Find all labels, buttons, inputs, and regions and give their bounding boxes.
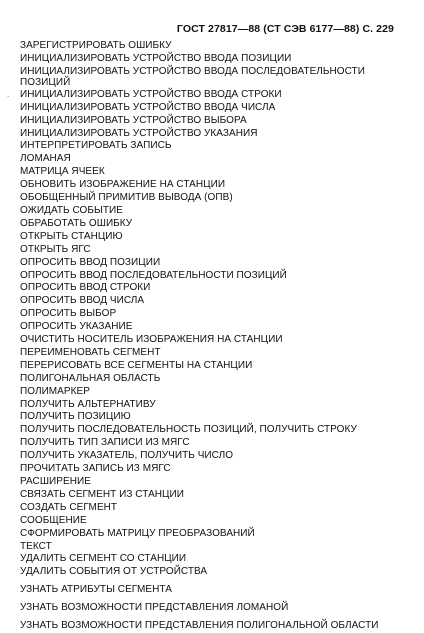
term-item: СВЯЗАТЬ СЕГМЕНТ ИЗ СТАНЦИИ [20,488,184,500]
term-item: ОЖИДАТЬ СОБЫТИЕ [20,204,124,216]
term-item: ОПРОСИТЬ ВВОД ПОСЛЕДОВАТЕЛЬНОСТИ ПОЗИЦИЙ [20,269,287,281]
term-item: ИНИЦИАЛИЗИРОВАТЬ УСТРОЙСТВО ВВОДА СТРОКИ [20,88,282,100]
term-item: ПОЛУЧИТЬ УКАЗАТЕЛЬ, ПОЛУЧИТЬ ЧИСЛО [20,450,234,462]
term-item: ИНИЦИАЛИЗИРОВАТЬ УСТРОЙСТВО ВВОДА ПОСЛЕДОВАТЕЛЬНОСТИ ПОЗИЦИЙ [20,65,365,89]
term-item: СФОРМИРОВАТЬ МАТРИЦУ ПРЕОБРАЗОВАНИЙ [20,527,255,539]
term-item: ОЧИСТИТЬ НОСИТЕЛЬ ИЗОБРАЖЕНИЯ НА СТАНЦИИ [20,334,283,346]
term-item: ОБРАБОТАТЬ ОШИБКУ [20,217,133,229]
term-item: ОБОБЩЕННЫЙ ПРИМИТИВ ВЫВОДА (ОПВ) [20,192,233,204]
term-item: ОПРОСИТЬ ВВОД ПОЗИЦИИ [20,256,161,268]
term-item: ИНИЦИАЛИЗИРОВАТЬ УСТРОЙСТВО ВВОДА ЧИСЛА [20,101,276,113]
term-item: ПОЛИМАРКЕР [20,385,90,397]
term-item: ПОЛУЧИТЬ ТИП ЗАПИСИ ИЗ МЯГС [20,437,190,449]
term-item: ЛОМАНАЯ [20,153,71,165]
term-item: ПРОЧИТАТЬ ЗАПИСЬ ИЗ МЯГС [20,463,171,475]
term-item: ОПРОСИТЬ ВЫБОР [20,308,117,320]
term-item: ОТКРЫТЬ СТАНЦИЮ [20,230,123,242]
term-item: ПЕРЕРИСОВАТЬ ВСЕ СЕГМЕНТЫ НА СТАНЦИИ [20,359,253,371]
page-header: ГОСТ 27817—88 (СТ СЭВ 6177—88) С. 229 [176,23,394,35]
margin-mark: . [7,90,10,99]
term-item: СОЗДАТЬ СЕГМЕНТ [20,501,118,513]
term-item: ПЕРЕИМЕНОВАТЬ СЕГМЕНТ [20,346,161,358]
term-item: ОПРОСИТЬ УКАЗАНИЕ [20,321,133,333]
term-item: ПОЛИГОНАЛЬНАЯ ОБЛАСТЬ [20,372,161,384]
term-item: ТЕКСТ [20,540,52,552]
term-item: ИНИЦИАЛИЗИРОВАТЬ УСТРОЙСТВО ВВОДА ПОЗИЦИИ [20,52,292,64]
term-item: ИНТЕРПРЕТИРОВАТЬ ЗАПИСЬ [20,140,172,152]
term-item: СООБЩЕНИЕ [20,514,87,526]
term-item: ОПРОСИТЬ ВВОД СТРОКИ [20,282,151,294]
term-item: УЗНАТЬ ВОЗМОЖНОСТИ ПРЕДСТАВЛЕНИЯ ПОЛИГОНАЛЬНОЙ ОБЛАСТИ [20,620,379,632]
term-item: ОТКРЫТЬ ЯГС [20,243,91,255]
term-item: УДАЛИТЬ СОБЫТИЯ ОТ УСТРОЙСТВА [20,566,208,578]
term-list [20,40,415,633]
term-item: ЗАРЕГИСТРИРОВАТЬ ОШИБКУ [20,40,172,51]
term-item: УДАЛИТЬ СЕГМЕНТ СО СТАНЦИИ [20,553,187,565]
term-item: РАСШИРЕНИЕ [20,476,91,487]
term-item: ОПРОСИТЬ ВВОД ЧИСЛА [20,295,145,307]
term-item: ПОЛУЧИТЬ АЛЬТЕРНАТИВУ [20,398,156,410]
term-item: ИНИЦИАЛИЗИРОВАТЬ УСТРОЙСТВО УКАЗАНИЯ [20,127,258,139]
term-item: ИНИЦИАЛИЗИРОВАТЬ УСТРОЙСТВО ВЫБОРА [20,114,247,126]
term-item: ПОЛУЧИТЬ ПОСЛЕДОВАТЕЛЬНОСТЬ ПОЗИЦИЙ, ПОЛУЧИТЬ СТРОКУ [20,424,357,436]
term-item: МАТРИЦА ЯЧЕЕК [20,166,105,178]
term-item: УЗНАТЬ ВОЗМОЖНОСТИ ПРЕДСТАВЛЕНИЯ ЛОМАНОЙ [20,602,289,614]
term-item: ПОЛУЧИТЬ ПОЗИЦИЮ [20,411,131,423]
term-item: УЗНАТЬ АТРИБУТЫ СЕГМЕНТА [20,584,172,596]
term-item: ОБНОВИТЬ ИЗОБРАЖЕНИЕ НА СТАНЦИИ [20,179,226,191]
